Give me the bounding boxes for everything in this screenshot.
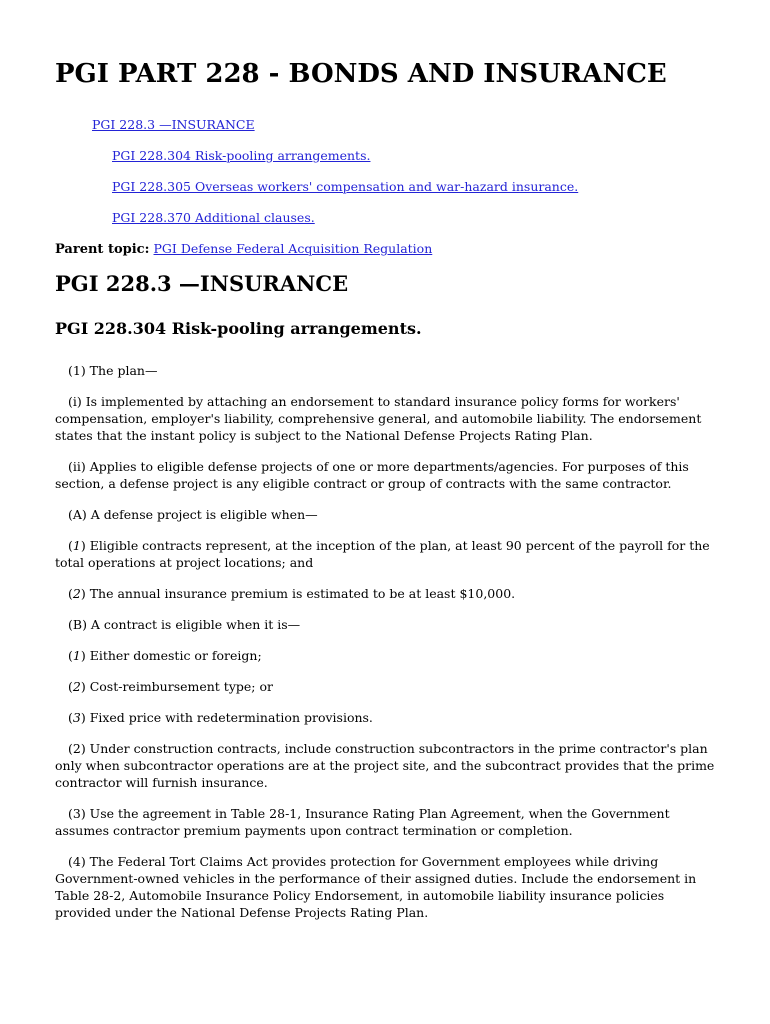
toc-item-additional-clauses	[55, 209, 715, 225]
paragraph: (3) Use the agreement in Table 28-1, Insurance Rating Plan Agreement, when the Government assumes contractor premium payments upon contract termination or completion.	[55, 806, 670, 838]
toc-link-overseas-workers[interactable]: PGI 228.305 Overseas workers' compensation and war-hazard insurance.	[112, 179, 579, 194]
paragraph-text: ) Eligible contracts represent, at the inception of the plan, at least 90 percent of the payroll for the total operations at project locations; and	[55, 538, 710, 570]
paragraph: (2) The annual insurance premium is estimated to be at least $10,000.	[68, 586, 516, 601]
item-number: 3	[72, 710, 81, 725]
item-number: 1	[72, 648, 81, 663]
paragraph: (A) A defense project is eligible when—	[68, 507, 318, 522]
table-of-contents	[55, 116, 715, 225]
page-title: PGI PART 228 - BONDS AND INSURANCE	[55, 59, 667, 89]
paragraph: (2) Under construction contracts, include construction subcontractors in the prime contractor's plan only when subcontractor operations are at the project site, and the subcontract provides that the prime contractor will furnish insurance.	[55, 741, 715, 790]
paragraph: (1) Eligible contracts represent, at the inception of the plan, at least 90 percent of the payroll for the total operations at project locations; and	[55, 538, 710, 570]
item-number: 1	[72, 538, 81, 553]
toc-link-risk-pooling[interactable]: PGI 228.304 Risk-pooling arrangements.	[112, 148, 371, 163]
item-number: 2	[72, 586, 81, 601]
toc-link-additional-clauses[interactable]: PGI 228.370 Additional clauses.	[112, 210, 315, 225]
paragraph: (i) Is implemented by attaching an endorsement to standard insurance policy forms for workers' compensation, employer's liability, comprehensive general, and automobile liability. The endorsement states that the instant policy is subject to the National Defense Projects Rating Plan.	[55, 394, 702, 443]
subsection-heading: PGI 228.304 Risk-pooling arrangements.	[55, 319, 422, 338]
parent-topic-link[interactable]: PGI Defense Federal Acquisition Regulation	[153, 241, 433, 256]
paragraph: (2) Cost-reimbursement type; or	[68, 679, 273, 694]
toc-link-insurance[interactable]: PGI 228.3 —INSURANCE	[92, 117, 255, 132]
toc-item-risk-pooling	[55, 147, 715, 163]
paragraph: (B) A contract is eligible when it is—	[68, 617, 301, 632]
paragraph: (4) The Federal Tort Claims Act provides protection for Government employees while driving Government-owned vehicles in the performance of their assigned duties. Include the endorsement in Table 28-2, Automobile Insurance Policy Endorsement, in automobile liability insurance policies provided under the National Defense Projects Rating Plan.	[55, 854, 697, 920]
paragraph: (3) Fixed price with redetermination provisions.	[68, 710, 373, 725]
toc-item-overseas-workers	[55, 178, 715, 194]
paragraph-text: ) The annual insurance premium is estimated to be at least $10,000.	[80, 586, 516, 601]
paragraph: (1) Either domestic or foreign;	[68, 648, 262, 663]
paragraph: (1) The plan—	[68, 363, 158, 378]
item-number: 2	[72, 679, 81, 694]
parent-topic	[55, 241, 715, 257]
paragraph-text: ) Either domestic or foreign;	[80, 648, 262, 663]
paragraph: (ii) Applies to eligible defense projects of one or more departments/agencies. For purposes of this section, a defense project is any eligible contract or group of contracts with the same contractor.	[55, 459, 689, 491]
toc-item-insurance	[55, 116, 715, 132]
paragraph-text: ) Cost-reimbursement type; or	[80, 679, 273, 694]
section-heading: PGI 228.3 —INSURANCE	[55, 271, 349, 296]
parent-topic-label: Parent topic:	[55, 242, 150, 257]
paragraph-text: ) Fixed price with redetermination provisions.	[80, 710, 373, 725]
